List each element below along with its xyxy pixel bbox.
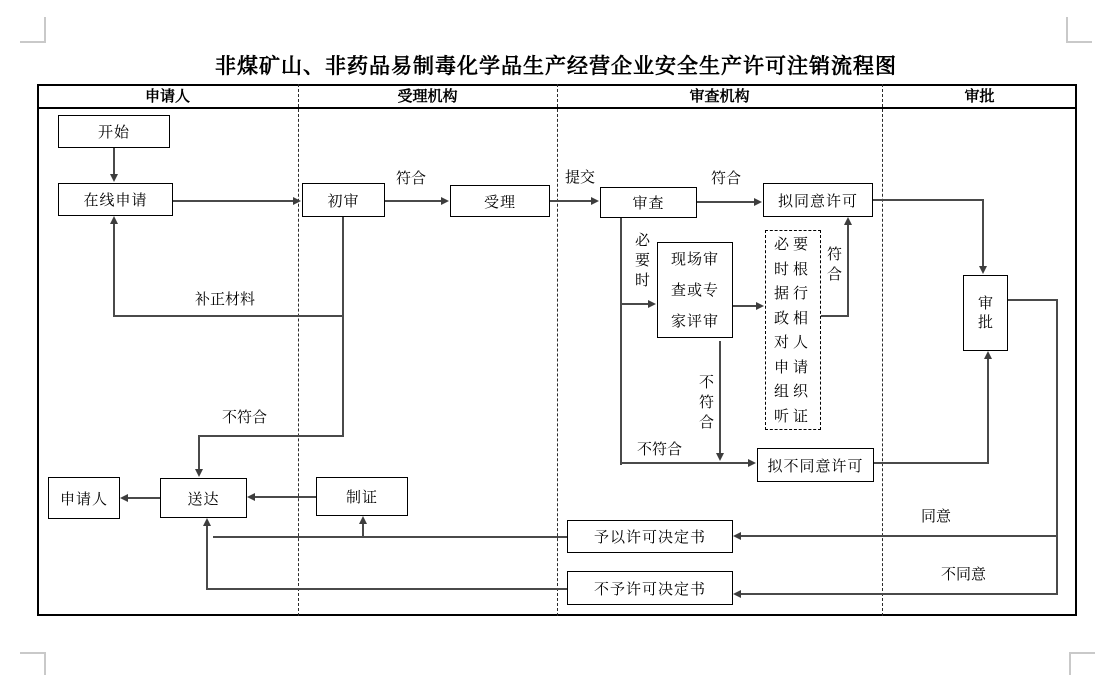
node-grant-decision: 予以许可决定书 — [567, 520, 733, 553]
edge-agree — [741, 535, 1058, 537]
crop-mark-top-left — [20, 17, 46, 43]
arrowhead — [748, 459, 756, 467]
node-deliver: 送达 — [160, 478, 247, 518]
node-accept: 受理 — [450, 185, 550, 217]
edge-approvelic-approve — [873, 199, 984, 201]
node-make-certificate: 制证 — [316, 477, 408, 516]
edge-accept-review — [550, 200, 593, 202]
edge-initial-down — [342, 217, 344, 437]
edge-deliver-applicant — [125, 497, 160, 499]
crop-mark-bottom-left — [20, 652, 46, 675]
lane-header-acceptor: 受理机构 — [397, 87, 458, 105]
edge-initial-accept — [385, 200, 443, 202]
arrowhead — [844, 217, 852, 225]
label-nonconform-vertical: 不符合 — [698, 373, 714, 431]
arrowhead — [359, 516, 367, 524]
arrowhead — [591, 197, 599, 205]
edge-deny-approve-v — [987, 358, 989, 464]
node-approve — [963, 275, 1008, 351]
node-site-review-label: 现场审查或专家评审 — [670, 249, 719, 330]
label-supplement-materials: 补正材料 — [195, 290, 256, 308]
label-disagree: 不同意 — [941, 565, 987, 583]
edge-approve-down — [1056, 299, 1058, 595]
arrowhead — [733, 590, 741, 598]
node-hearing — [765, 230, 821, 430]
edge-nonconform-deny — [620, 462, 752, 464]
node-applicant-end: 申请人 — [48, 477, 120, 519]
arrowhead — [754, 198, 762, 206]
lane-header-reviewer: 审查机构 — [689, 87, 750, 105]
label-submit: 提交 — [565, 168, 596, 186]
label-agree: 同意 — [921, 507, 952, 525]
crop-mark-bottom-right — [1069, 652, 1095, 675]
arrowhead — [110, 216, 118, 224]
node-deny-decision: 不予许可决定书 — [567, 571, 733, 605]
node-initial-review: 初审 — [302, 183, 385, 217]
page-title: 非煤矿山、非药品易制毒化学品生产经营企业安全生产许可注销流程图 — [215, 54, 897, 78]
edge-grant-left — [213, 536, 567, 538]
edge-hearing-up-v — [847, 224, 849, 317]
crop-mark-top-right — [1066, 17, 1092, 43]
arrowhead — [293, 197, 301, 205]
arrowhead — [984, 351, 992, 359]
edge-supplement-v — [113, 222, 115, 317]
edge-denydec-left — [206, 588, 567, 590]
edge-approvelic-approve-v — [982, 199, 984, 269]
arrowhead — [110, 174, 118, 182]
edge-site-down — [719, 341, 721, 454]
edge-nonconform2-v — [198, 435, 200, 471]
arrowhead — [733, 532, 741, 540]
arrowhead — [441, 197, 449, 205]
edge-denydec-deliver-v — [206, 524, 208, 589]
edge-nonconform2-h — [198, 435, 344, 437]
node-propose-approve: 拟同意许可 — [763, 183, 873, 217]
arrowhead — [120, 494, 128, 502]
label-conform-1: 符合 — [396, 169, 427, 187]
label-conform-vertical: 符合 — [826, 245, 842, 283]
node-online-apply: 在线申请 — [58, 183, 173, 216]
edge-review-down — [620, 218, 622, 465]
lane-header-approver: 审批 — [964, 87, 995, 105]
label-conform-2: 符合 — [711, 169, 742, 187]
edge-deny-approve-h — [874, 462, 989, 464]
label-when-necessary: 必要时 — [634, 231, 650, 289]
arrowhead — [716, 453, 724, 461]
node-review: 审查 — [600, 187, 697, 218]
node-approve-label: 审批 — [977, 294, 993, 331]
edge-hearing-up-h — [821, 315, 849, 317]
node-site-review — [657, 242, 733, 338]
edge-supplement-h — [113, 315, 344, 317]
edge-online-initial — [173, 200, 295, 202]
arrowhead — [195, 469, 203, 477]
edge-cert-deliver — [252, 496, 316, 498]
lane-header-applicant: 申请人 — [144, 87, 190, 105]
arrowhead — [203, 518, 211, 526]
edge-necessary-h — [620, 303, 649, 305]
arrowhead — [756, 302, 764, 310]
edge-approve-right — [1008, 299, 1058, 301]
edge-disagree — [741, 593, 1058, 595]
node-hearing-label: 必要时根据行政相对人申请组织听证 — [773, 235, 812, 425]
edge-grant-cert-v — [362, 522, 364, 537]
arrowhead — [247, 493, 255, 501]
arrowhead — [979, 266, 987, 274]
node-start: 开始 — [58, 115, 170, 148]
arrowhead — [648, 300, 656, 308]
label-nonconform-initial: 不符合 — [222, 408, 268, 426]
edge-review-approvelic — [697, 201, 756, 203]
node-propose-deny: 拟不同意许可 — [757, 448, 874, 482]
label-nonconform-review: 不符合 — [637, 440, 683, 458]
